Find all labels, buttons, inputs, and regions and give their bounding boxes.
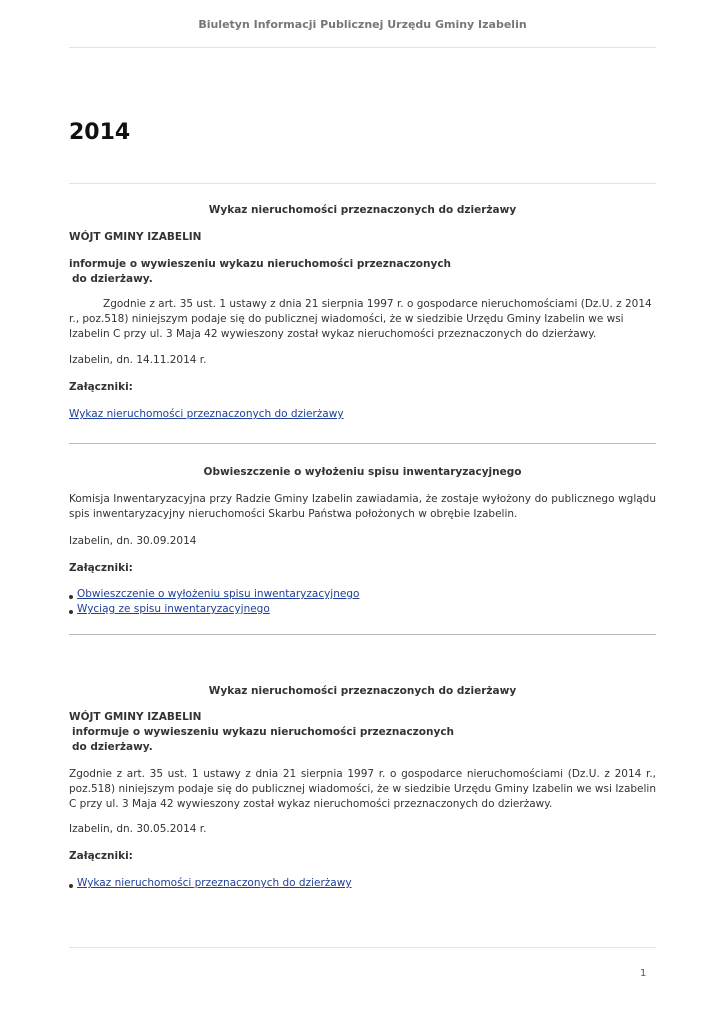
entry-3-attachment-link[interactable]: Wykaz nieruchomości przeznaczonych do dzierżawy <box>77 877 352 889</box>
entry-3-heading: WÓJT GMINY IZABELIN <box>69 711 202 723</box>
entry-1-divider <box>69 443 656 444</box>
entry-1-attachments-label: Załączniki: <box>69 381 133 393</box>
page-number: 1 <box>640 968 647 979</box>
list-item <box>69 587 656 602</box>
entry-1-date: Izabelin, dn. 14.11.2014 r. <box>69 354 207 366</box>
entry-3-date: Izabelin, dn. 30.05.2014 r. <box>69 823 207 835</box>
entry-2-title: Obwieszczenie o wyłożeniu spisu inwentaryzacyjnego <box>203 466 522 478</box>
entry-1-title: Wykaz nieruchomości przeznaczonych do dzierżawy <box>208 204 517 216</box>
entry-1-subheading-line1: informuje o wywieszeniu wykazu nieruchomości przeznaczonych <box>69 258 452 270</box>
entry-1-subheading-line2: do dzierżawy. <box>72 273 153 285</box>
entry-3-subheading-line1: informuje o wywieszeniu wykazu nieruchomości przeznaczonych <box>72 726 455 738</box>
list-item <box>69 876 656 891</box>
entry-3-title: Wykaz nieruchomości przeznaczonych do dzierżawy <box>208 685 517 697</box>
entry-1-body: Zgodnie z art. 35 ust. 1 ustawy z dnia 21 sierpnia 1997 r. o gospodarce nieruchomościami (Dz.U. z 2014 r., poz.518) niniejszym podaje się do publicznej wiadomości, że w siedzibie Urzędu Gminy Izabelin we wsi Izabelin C przy ul. 3 Maja 42 wywieszony został wykaz nieruchomości przeznaczonych do dzierżawy. <box>69 298 652 340</box>
entry-1-heading: WÓJT GMINY IZABELIN <box>69 231 202 243</box>
page-header-title: Biuletyn Informacji Publicznej Urzędu Gminy Izabelin <box>198 18 527 31</box>
entry-2-divider <box>69 634 656 635</box>
entry-2-date: Izabelin, dn. 30.09.2014 <box>69 535 197 547</box>
entry-3-attachments-label: Załączniki: <box>69 850 133 862</box>
entry-3-heading-group <box>69 710 656 755</box>
header-divider <box>69 47 656 48</box>
year-heading: 2014 <box>69 120 131 145</box>
entry-1-attachment-link[interactable]: Wykaz nieruchomości przeznaczonych do dzierżawy <box>69 408 344 420</box>
entry-3-body: Zgodnie z art. 35 ust. 1 ustawy z dnia 21 sierpnia 1997 r. o gospodarce nieruchomościami (Dz.U. z 2014 r., poz.518) niniejszym podaje się do publicznej wiadomości, że w siedzibie Urzędu Gminy Izabelin we wsi Izabelin C przy ul. 3 Maja 42 wywieszony został wykaz nieruchomości przeznaczonych do dzierżawy. <box>69 768 656 810</box>
entry-2-attachment-link-1[interactable]: Obwieszczenie o wyłożeniu spisu inwentaryzacyjnego <box>77 588 360 600</box>
entry-1-subheading <box>69 257 656 287</box>
entry-2-attachments-label: Załączniki: <box>69 562 133 574</box>
list-item <box>69 602 656 617</box>
entry-2-body: Komisja Inwentaryzacyjna przy Radzie Gminy Izabelin zawiadamia, że zostaje wyłożony do publicznego wglądu spis inwentaryzacyjny nieruchomości Skarbu Państwa położonych w obrębie Izabelin. <box>69 493 656 520</box>
footer-divider <box>69 947 656 948</box>
entry-1-attachment-list <box>69 407 656 422</box>
year-divider <box>69 183 656 184</box>
entry-3-subheading-line2: do dzierżawy. <box>72 741 153 753</box>
entry-2-attachment-list <box>69 587 656 617</box>
entry-2-attachment-link-2[interactable]: Wyciąg ze spisu inwentaryzacyjnego <box>77 603 270 615</box>
entry-3-attachment-list <box>69 876 656 891</box>
